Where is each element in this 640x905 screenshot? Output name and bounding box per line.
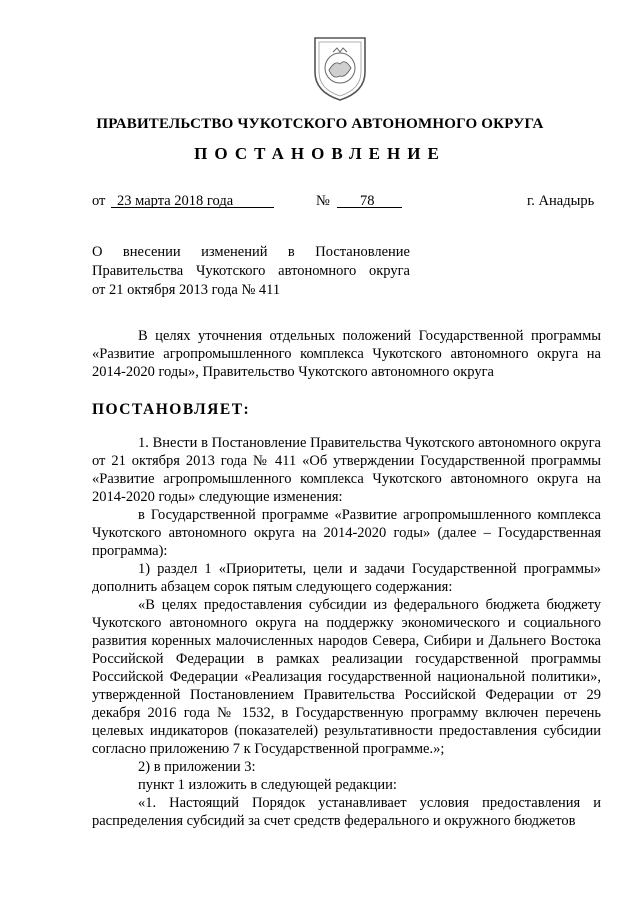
paragraph: пункт 1 изложить в следующей редакции: — [138, 777, 397, 793]
preamble-block — [92, 327, 601, 381]
subject-line: О внесении изменений в Постановление — [92, 244, 410, 260]
paragraph: 1) раздел 1 «Приоритеты, цели и задачи Государственной программы» дополнить абзацем сорок пятым следующего содержания: — [92, 561, 601, 595]
paragraph: 2) в приложении 3: — [138, 759, 256, 775]
number-underline — [337, 207, 402, 208]
resolves-heading: ПОСТАНОВЛЯЕТ: — [92, 401, 251, 418]
subject-line: Правительства Чукотского автономного округа — [92, 263, 410, 279]
document-number: 78 — [360, 193, 375, 209]
document-date: 23 марта 2018 года — [117, 193, 234, 209]
date-prefix: от — [92, 193, 106, 209]
subject-block — [92, 243, 410, 300]
paragraph: «1. Настоящий Порядок устанавливает условия предоставления и распределения субсидий за счет средств федерального и окружного бюджетов — [92, 795, 601, 829]
coat-of-arms-icon — [305, 30, 375, 105]
document-type: ПОСТАНОВЛЕНИЕ — [194, 144, 446, 163]
paragraph: в Государственной программе «Развитие агропромышленного комплекса Чукотского автономного округа на 2014-2020 годы» (далее – Государственная программа): — [92, 507, 601, 559]
city: г. Анадырь — [527, 193, 595, 209]
date-underline — [111, 207, 274, 208]
government-name: ПРАВИТЕЛЬСТВО ЧУКОТСКОГО АВТОНОМНОГО ОКРУГА — [96, 116, 544, 132]
preamble: В целях уточнения отдельных положений Государственной программы «Развитие агропромышленного комплекса Чукотского автономного округа на 2014-2020 годы», Правительство Чукотского автономного округа — [92, 328, 601, 380]
paragraph: «В целях предоставления субсидии из федерального бюджета бюджету Чукотского автономного округа на поддержку экономического и социального развития коренных малочисленных народов Севера, Сибири и Дальнего Востока Российской Федерации в рамках реализации государственной программы Российской Федерации «Реализация государственной национальной политики», утвержденной Постановлением Правительства Российской Федерации от 29 декабря 2016 года № 1532, в Государственную программу включен перечень целевых индикаторов (показателей) результативности предоставления субсидии согласно приложению 7 к Государственной программе.»; — [92, 597, 601, 757]
resolution-body — [92, 434, 601, 830]
number-label: № — [316, 193, 330, 209]
subject-line: от 21 октября 2013 года № 411 — [92, 282, 281, 298]
paragraph: 1. Внести в Постановление Правительства Чукотского автономного округа от 21 октября 2013 года № 411 «Об утверждении Государственной программы «Развитие агропромышленного комплекса Чукотского автономного округа на 2014-2020 годы» следующие изменения: — [92, 435, 601, 505]
